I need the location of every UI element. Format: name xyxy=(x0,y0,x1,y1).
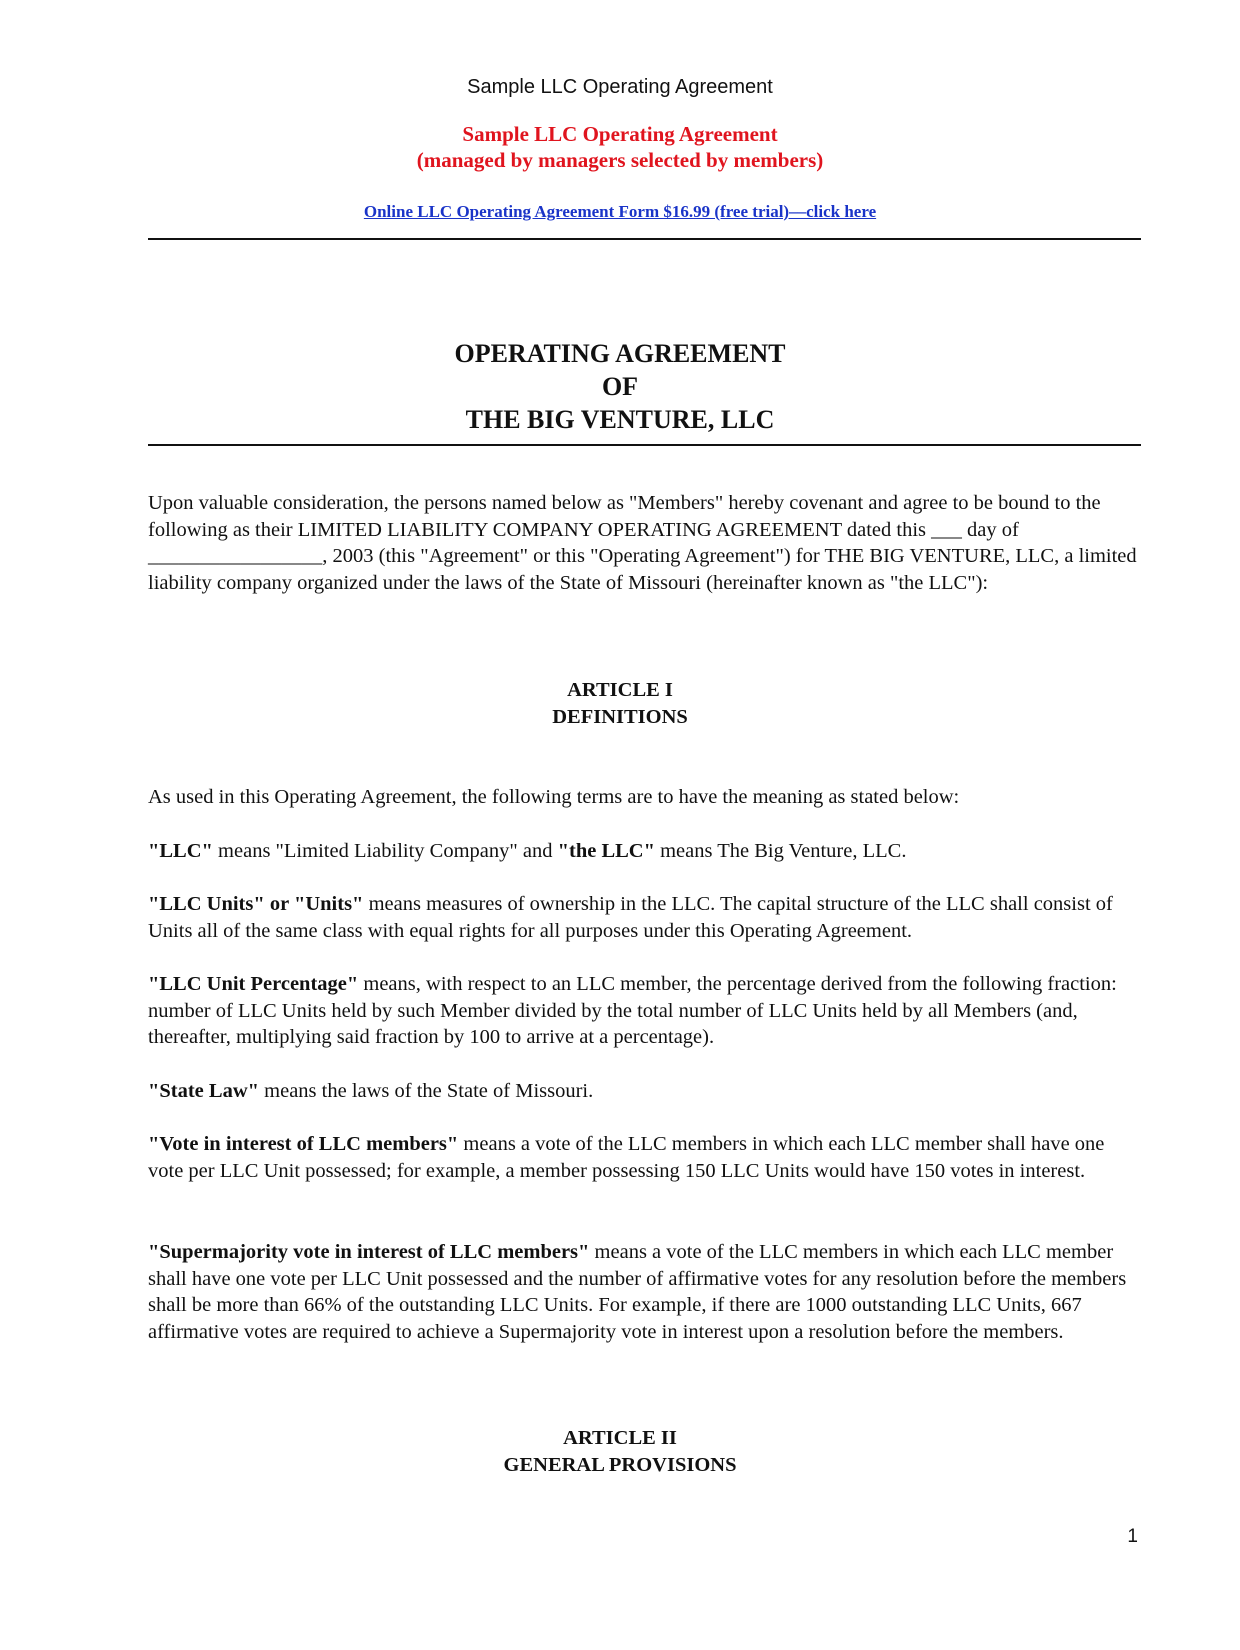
article-1-heading: DEFINITIONS xyxy=(552,706,688,728)
definition-term: "the LLC" xyxy=(557,840,655,862)
sample-title: Sample LLC Operating Agreement xyxy=(462,122,778,146)
definition-text: means a vote of the LLC members in which each LLC member shall have one vote per LLC Unit possessed and the number of affirmative votes for any resolution before the members shall be more than 66% of the outstanding LLC Units. For example, if there are 1000 outstanding LLC Units, 667 affirmative votes are required to achieve a Supermajority vote in interest upon a resolution before the members. xyxy=(148,1241,1127,1344)
article-1-label: ARTICLE I xyxy=(567,679,673,701)
page-header-title: Sample LLC Operating Agreement xyxy=(467,76,773,98)
article-2-label: ARTICLE II xyxy=(563,1427,677,1449)
definition-state-law xyxy=(148,1078,1144,1105)
definition-text: means a vote of the LLC members in which each LLC member shall have one vote per LLC Unit possessed; for example, a member possessing 150 LLC Units would have 150 votes in interest. xyxy=(148,1133,1105,1182)
definition-term: "LLC Units" or "Units" xyxy=(148,893,364,915)
document-title-line3: THE BIG VENTURE, LLC xyxy=(465,405,775,434)
header-divider xyxy=(148,238,1141,240)
article-2-heading: GENERAL PROVISIONS xyxy=(503,1454,737,1476)
definition-term: "LLC" xyxy=(148,840,213,862)
sample-subtitle: (managed by managers selected by members) xyxy=(416,148,824,172)
definition-llc xyxy=(148,838,1144,865)
online-form-link[interactable]: Online LLC Operating Agreement Form $16.99 (free trial)––click here xyxy=(363,202,877,221)
definition-text: means "Limited Liability Company" and xyxy=(212,840,558,862)
document-title-line1: OPERATING AGREEMENT xyxy=(454,339,786,368)
definition-vote-in-interest xyxy=(148,1131,1144,1184)
definition-llc-units xyxy=(148,891,1144,944)
definition-text: means The Big Venture, LLC. xyxy=(654,840,907,862)
definition-text: means, with respect to an LLC member, the percentage derived from the following fraction: number of LLC Units held by such Member divided by the total number of LLC Units held by all Members (and, thereafter, multiplying said fraction by 100 to arrive at a percentage). xyxy=(148,973,1117,1049)
definitions-intro: As used in this Operating Agreement, the following terms are to have the meaning as stated below: xyxy=(148,786,960,808)
definition-text: means the laws of the State of Missouri. xyxy=(259,1080,594,1102)
definition-supermajority-vote xyxy=(148,1239,1144,1346)
definition-term: "LLC Unit Percentage" xyxy=(148,973,359,995)
intro-paragraph: Upon valuable consideration, the persons named below as "Members" hereby covenant and agree to be bound to the following as their LIMITED LIABILITY COMPANY OPERATING AGREEMENT dated this ___ day of _________________, 2003 (this "Agreement" or this "Operating Agreement") for THE BIG VENTURE, LLC, a limited liability company organized under the laws of the State of Missouri (hereinafter known as "the LLC"): xyxy=(148,492,1137,595)
title-divider xyxy=(148,444,1141,446)
document-title-line2: OF xyxy=(601,372,639,401)
page-number: 1 xyxy=(1127,1526,1138,1547)
definition-term: "State Law" xyxy=(148,1080,260,1102)
definition-term: "Vote in interest of LLC members" xyxy=(148,1133,459,1155)
definition-text: means measures of ownership in the LLC. The capital structure of the LLC shall consist of Units all of the same class with equal rights for all purposes under this Operating Agreement. xyxy=(148,893,1113,942)
definition-term: "Supermajority vote in interest of LLC members" xyxy=(148,1241,590,1263)
definition-unit-percentage xyxy=(148,971,1144,1051)
